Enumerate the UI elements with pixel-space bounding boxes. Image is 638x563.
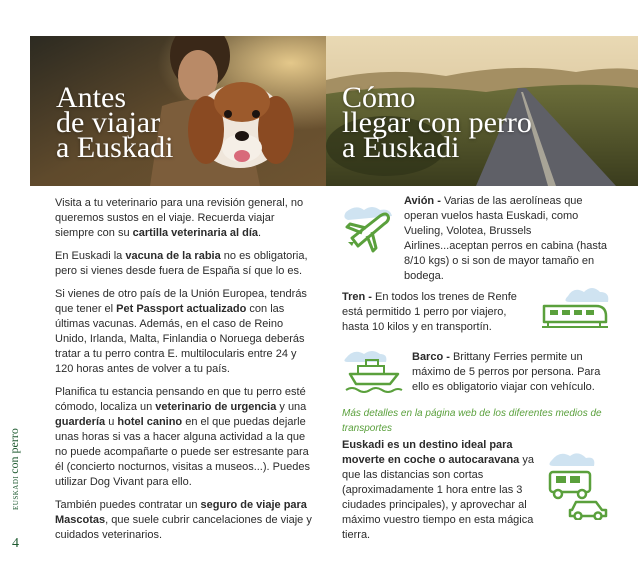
car-description: Euskadi es un destino ideal para moverte en coche o autocaravana ya que las distancias son cortas (aproximadamente 1 hora entre las 3 ciudades principales), y aprovechar al máximo vuestro tiempo en esta mágica tierra. [342,439,534,541]
paragraph-checkup: Visita a tu veterinario para una revisión general, no queremos sustos en el viaje. Recuerda viajar siempre con su cartilla veterinaria al día. [55,197,304,239]
paragraph-rabies: En Euskadi la vacuna de la rabia no es obligatoria, pero si vienes desde fuera de España sí que lo es. [55,250,308,277]
hero-title-right: Cómo llegar con perro a Euskadi [342,81,532,164]
hero-title-left: Antes de viajar a Euskadi [56,81,174,164]
more-info-note: Más detalles en la página web de los diferentes medios de transportes [342,408,602,434]
airplane-icon [340,202,398,254]
hero-photo-right [326,36,638,186]
campervan-car-icon [542,448,612,520]
before-travel-column [55,196,313,551]
boat-description: Barco - Brittany Ferries permite un máximo de 5 perros por persona. Para ello es obligatorio viajar con vehículo. [412,351,601,393]
plane-description: Avión - Varias de las aerolíneas que operan vuelos hasta Euskadi, como Vueling, Volotea, Brussels Airlines...aceptan perros en cabina (hasta 8/10 kgs) o si son de mayor tamaño en bodega. [404,195,608,282]
boat-icon [342,346,404,394]
side-label: EUSKADIcon perro [7,428,21,510]
train-description: Tren - En todos los trenes de Renfe está permitido 1 perro por viajero, hasta 10 kilos y en transportín. [342,291,517,333]
paragraph-plan-stay: Planifica tu estancia pensando en que tu perro esté cómodo, localiza un veterinario de urgencia y una guardería u hotel canino en el que puedas dejarle unas horas si vas a hacer alguna actividad a la que no puede acompañarte o puede ser estresante para él (concierto nocturnos, visitas a museos...). Puedes utilizar Dog Vivant para ello. [55,386,310,488]
paragraph-insurance: También puedes contratar un seguro de viaje para Mascotas, que suele cubrir cancelaciones de viaje y cuidados veterinarios. [55,499,312,541]
train-icon [538,284,612,332]
page-number: 4 [12,536,19,551]
hero-photo-left [30,36,326,186]
paragraph-pet-passport: Si vienes de otro país de la Unión Europea, tendrás que tener el Pet Passport actualizado con las últimas vacunas. Además, en el caso de Reino Unido, Irlanda, Malta, Finlandia o Noruega deberás tratar a tu perro contra E. multilocularis entre 24 y 120 horas antes de volver a tu país. [55,288,307,375]
